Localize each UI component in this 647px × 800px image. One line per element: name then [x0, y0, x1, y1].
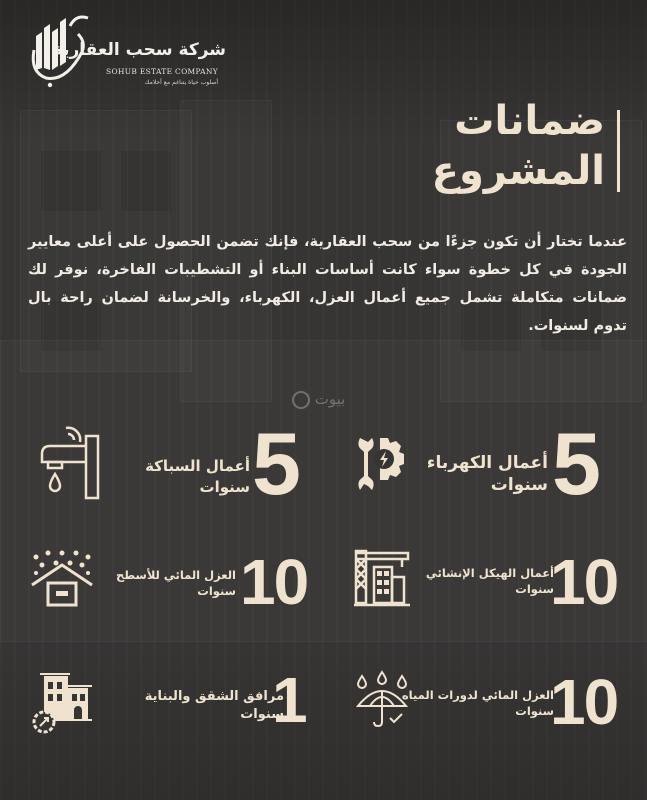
buildings-gear-icon — [30, 670, 96, 734]
guarantee-years-number: 5 — [252, 414, 299, 513]
guarantee-years-number: 10 — [550, 666, 618, 738]
guarantee-structural — [340, 535, 640, 631]
title-accent-bar — [617, 110, 620, 192]
watermark-pin-icon — [292, 391, 310, 409]
guarantee-roof-waterproofing — [20, 535, 320, 631]
company-logo — [26, 12, 226, 92]
guarantee-bathroom-waterproofing — [340, 650, 640, 746]
crane-building-icon — [354, 549, 412, 609]
company-name-arabic: شركة سحب العقارية — [52, 40, 226, 60]
guarantee-years-number: 10 — [550, 546, 618, 618]
watermark-text: بيوت — [314, 390, 346, 408]
guarantee-electrical — [340, 414, 640, 516]
guarantee-plumbing — [20, 414, 320, 516]
company-name-english: SOHUB ESTATE COMPANY — [106, 67, 218, 76]
title-line-2: المشروع — [431, 148, 605, 194]
guarantee-years-number: 10 — [240, 546, 308, 618]
guarantee-label: أعمال السباكة سنوات — [145, 457, 250, 496]
guarantee-label: أعمال الهيكل الإنشائي سنوات — [425, 566, 554, 596]
guarantee-years-number: 1 — [272, 664, 306, 736]
guarantee-label: العزل المائي لدورات المياه سنوات — [401, 688, 554, 718]
watermark — [290, 390, 345, 409]
title-line-1: ضمانات — [454, 98, 605, 144]
guarantee-years-number: 5 — [552, 414, 599, 513]
guarantee-facilities — [20, 650, 320, 746]
intro-paragraph: عندما تختار أن تكون جزءًا من سحب العقارية، فإنك تضمن الحصول على أعلى معايير الجودة في كل خطوة سواء كانت أساسات البناء أو التشطيبات الفاخرة، نوفر لك ضمانات متكاملة تشمل جميع أعمال العزل، الكهرباء، والخرسانة لضمان راحة بال تدوم لسنوات. — [28, 234, 627, 334]
umbrella-rain-check-icon — [354, 670, 410, 730]
guarantee-label: أعمال الكهرباء سنوات — [426, 453, 548, 495]
guarantee-label: العزل المائي للأسطح سنوات — [116, 568, 236, 598]
page-title — [432, 96, 605, 196]
guarantee-label: مرافق الشقق والبناية سنوات — [144, 689, 284, 722]
faucet-drop-icon — [30, 424, 110, 504]
rain-house-icon — [30, 549, 94, 609]
company-tagline: أسلوب حياة يتناغم مع أحلامك — [144, 79, 218, 86]
wrench-gear-lightning-icon — [354, 434, 412, 492]
